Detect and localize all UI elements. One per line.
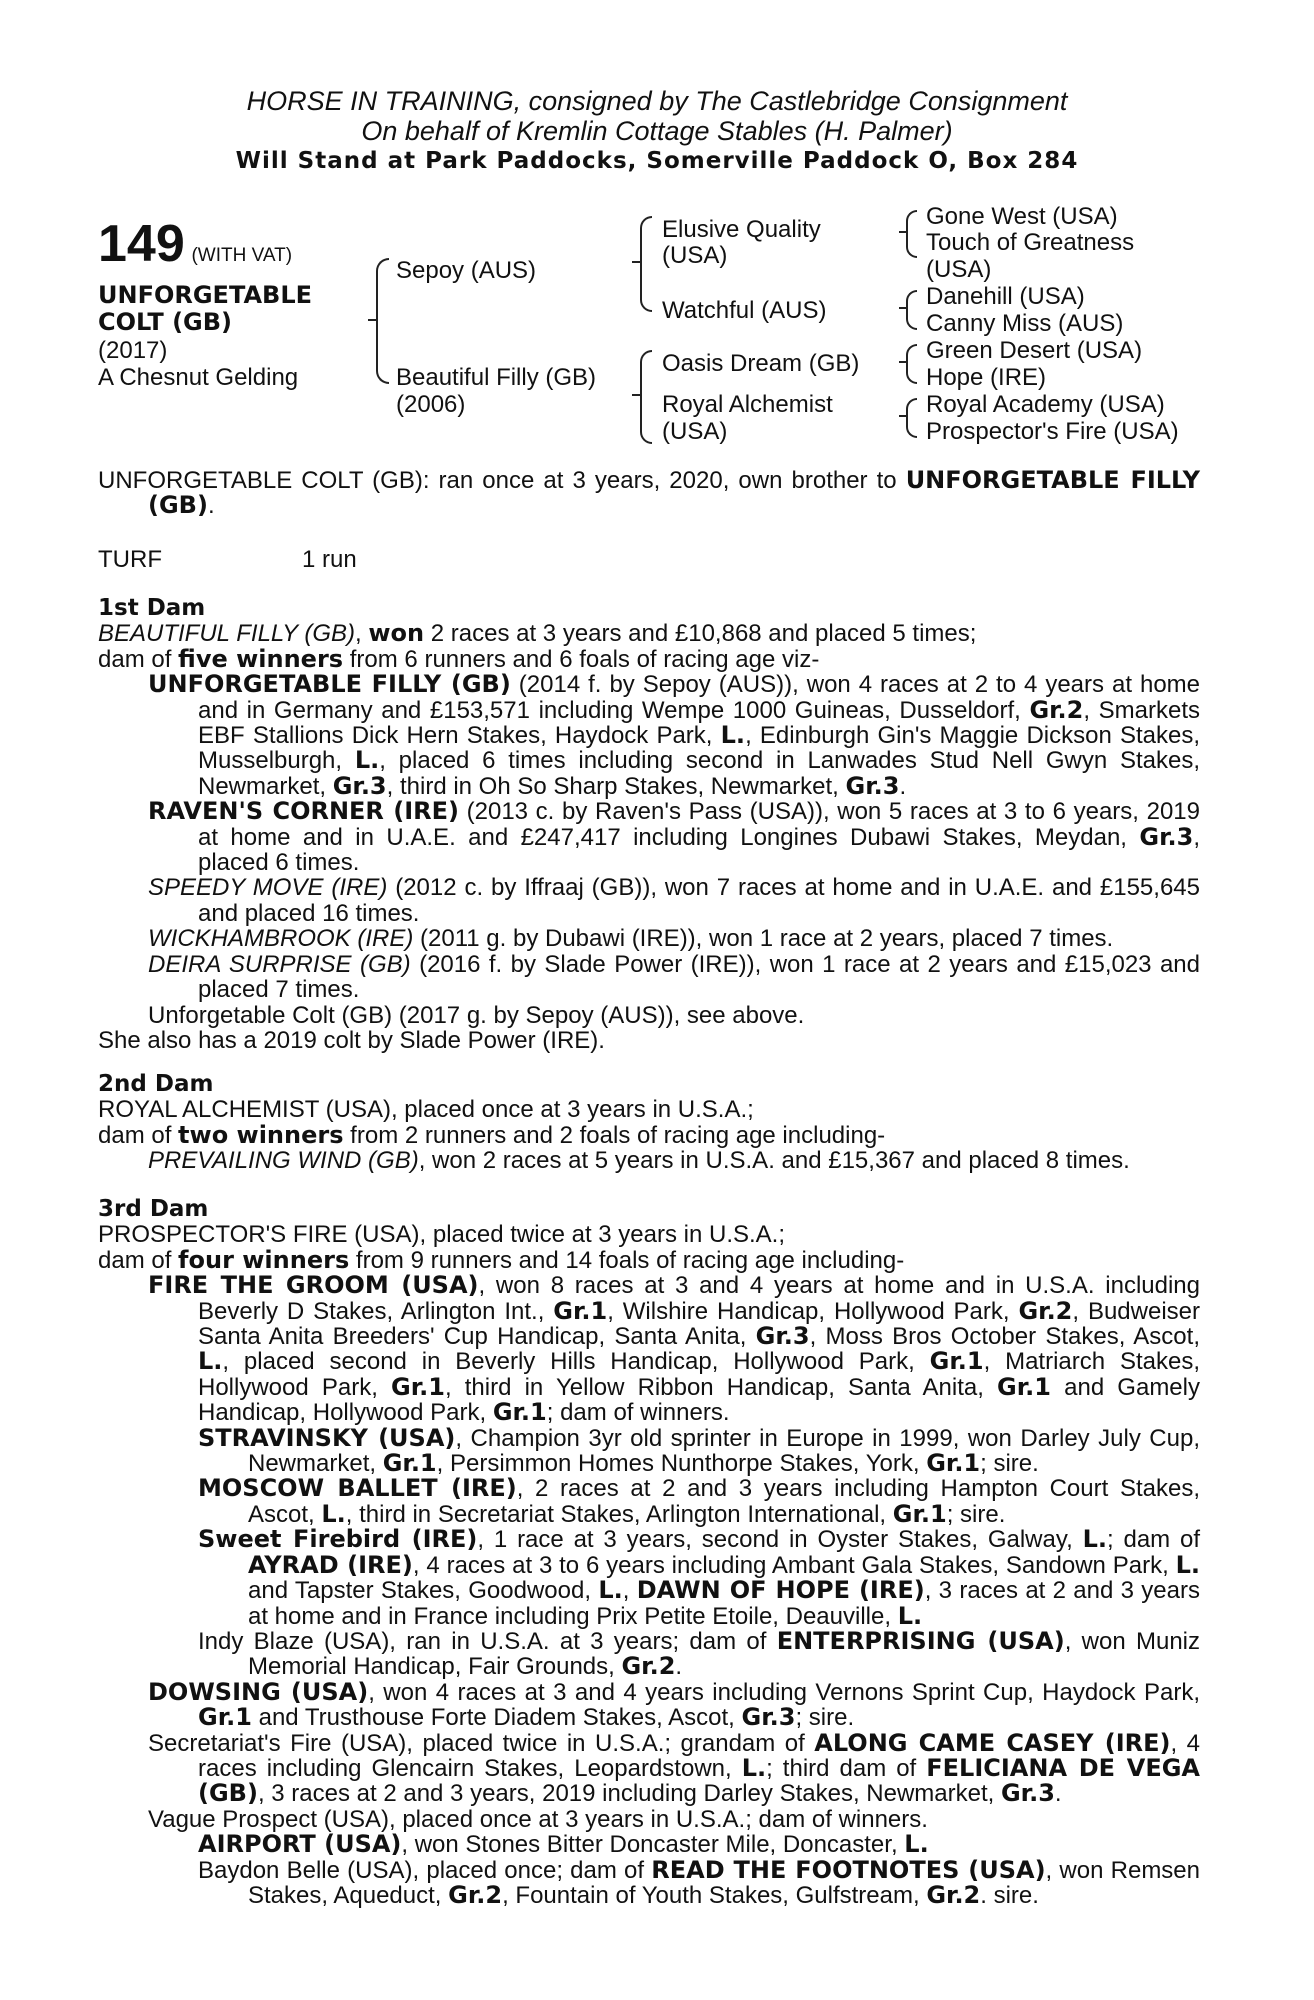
grade: Gr.1 (929, 1347, 984, 1376)
grade: L. (741, 1753, 767, 1782)
first-dam-name: BEAUTIFUL FILLY (GB) (98, 620, 355, 648)
pedigree-brace-main (376, 258, 389, 384)
grade: Gr.3 (845, 771, 900, 800)
text: ; dam of winners. (546, 1399, 730, 1427)
grade: L. (897, 1601, 923, 1630)
text: , Moss Bros October Stakes, Ascot, (809, 1323, 1200, 1351)
grade: L. (1175, 1550, 1201, 1579)
vat-note: (WITH VAT) (191, 245, 293, 266)
produce-name: DAWN OF HOPE (IRE) (636, 1576, 925, 1605)
pedigree-sdd: Canny Miss (AUS) (926, 310, 1124, 337)
intro-paragraph (98, 468, 1200, 519)
text: ; third dam of (766, 1754, 927, 1782)
pedigree-dsd: Hope (IRE) (926, 364, 1047, 391)
pedigree-brace-ss-tip (899, 231, 907, 233)
pedigree-ss-line1: Elusive Quality (662, 216, 821, 243)
first-dam-section (98, 596, 1200, 1053)
produce-entry (98, 1832, 1200, 1857)
produce-name: WICKHAMBROOK (IRE) (148, 925, 414, 953)
race-surface: TURF (98, 546, 162, 573)
text: . (675, 1653, 683, 1681)
text: , 4 races including Glencairn Stakes, Leopardstown, (198, 1729, 1200, 1782)
text: from 2 runners and 2 foals of racing age including- (343, 1121, 886, 1149)
produce-name: ALONG CAME CASEY (IRE) (814, 1728, 1171, 1757)
text: Indy Blaze (USA), ran in U.S.A. at 3 years; dam of (198, 1627, 777, 1655)
pedigree-brace-main-tip (368, 319, 376, 321)
text: , (622, 1577, 637, 1605)
consignor-line: HORSE IN TRAINING, consigned by The Castlebridge Consignment (246, 86, 1068, 116)
horse-name-line1: UNFORGETABLE (98, 281, 313, 309)
text: , placed 6 times. (198, 823, 1200, 877)
text: and Tapster Stakes, Goodwood, (248, 1577, 599, 1605)
pedigree-dam-line2: (2006) (396, 391, 466, 418)
produce-entry (98, 875, 1200, 926)
intro-sibling-name: UNFORGETABLE FILLY (GB) (148, 466, 1200, 520)
text: won (368, 619, 425, 648)
pedigree-brace-sd-tip (899, 307, 907, 309)
grade: L. (720, 721, 746, 750)
text: , third in Secretariat Stakes, Arlington International, (345, 1500, 893, 1528)
grade: Gr.1 (382, 1449, 437, 1478)
grade: Gr.2 (926, 1880, 981, 1909)
text: and Trusthouse Forte Diadem Stakes, Ascot, (251, 1704, 742, 1732)
grade: Gr.2 (1029, 695, 1084, 724)
produce-name: AIRPORT (USA) (198, 1830, 402, 1859)
text: , Matriarch Stakes, Hollywood Park, (198, 1348, 1200, 1401)
text: (2012 c. by Iffraaj (GB)), won 7 races at home and in U.A.E. and £155,645 and placed 16 times. (198, 874, 1200, 927)
pedigree-ss-line2: (USA) (662, 242, 728, 269)
grade: Gr.1 (198, 1703, 252, 1732)
text: dam of (98, 1246, 179, 1274)
text: , 3 races at 2 and 3 years, 2019 including Darley Stakes, Newmarket, (257, 1780, 1001, 1808)
produce-entry (98, 672, 1200, 799)
text: , 4 races at 3 to 6 years including Ambant Gala Stakes, Sandown Park, (412, 1551, 1176, 1579)
produce-name: DEIRA SURPRISE (GB) (148, 950, 411, 978)
grade: L. (198, 1347, 223, 1376)
intro-end: . (207, 492, 215, 520)
produce-name: RAVEN'S CORNER (IRE) (148, 797, 459, 826)
text: (2013 c. by Raven's Pass (USA)), won 5 races at 3 to 6 years, 2019 at home and in U.A.E. and £247,417 including Longines Dubawi Stakes, Meydan, (198, 798, 1200, 851)
text: (2011 g. by Dubawi (IRE)), won 1 race at 2 years, placed 7 times. (413, 925, 1114, 953)
third-dam-section (98, 1197, 1200, 1908)
second-dam-section (98, 1072, 1200, 1174)
text: ; dam of (1106, 1526, 1200, 1554)
pedigree-sss: Gone West (USA) (926, 203, 1118, 230)
text: , Edinburgh Gin's Maggie Dickson Stakes, Musselburgh, (198, 722, 1200, 775)
pedigree-brace-dam (640, 350, 652, 444)
text: ; sire. (946, 1500, 1006, 1528)
text: , Wilshire Handicap, Hollywood Park, (607, 1297, 1019, 1325)
text: , won Stones Bitter Doncaster Mile, Doncaster, (401, 1831, 905, 1859)
produce-entry (98, 1855, 1200, 1909)
lot-number: 149 (98, 215, 185, 273)
further-produce-note: She also has a 2019 colt by Slade Power (IRE). (98, 1026, 605, 1054)
text: , 3 races at 2 and 3 years at home and in France including Prix Petite Etoile, Deauville, (248, 1577, 1200, 1630)
text: . (1054, 1780, 1062, 1808)
grade: Gr.3 (1139, 822, 1194, 851)
text: Baydon Belle (USA), placed once; dam of (198, 1856, 652, 1884)
produce-entry: Vague Prospect (USA), placed once at 3 years in U.S.A.; dam of winners. (148, 1805, 928, 1833)
text: , Champion 3yr old sprinter in Europe in 1999, won Darley July Cup, Newmarket, (248, 1424, 1200, 1478)
produce-entry (98, 1677, 1200, 1732)
third-dam-heading: 3rd Dam (98, 1196, 209, 1222)
text: dam of (98, 645, 179, 673)
text: , won Muniz Memorial Handicap, Fair Grounds, (248, 1627, 1200, 1681)
produce-name: STRAVINSKY (USA) (198, 1423, 456, 1452)
grade: Gr.2 (448, 1880, 503, 1909)
horse-name-line2: COLT (GB) (98, 308, 232, 336)
grade: Gr.1 (926, 1449, 981, 1478)
text: , Fountain of Youth Stakes, Gulfstream, (502, 1881, 927, 1909)
grade: L. (598, 1576, 623, 1605)
pedigree-dd-line2: (USA) (662, 418, 728, 445)
text: . sire. (980, 1881, 1039, 1909)
second-dam-summary: ROYAL ALCHEMIST (USA), placed once at 3 years in U.S.A.; (98, 1096, 754, 1124)
text: ; sire. (795, 1704, 855, 1732)
winners-count: two winners (178, 1120, 344, 1149)
produce-name: PREVAILING WIND (GB) (148, 1147, 419, 1175)
text: , 1 race at 3 years, second in Oyster Stakes, Galway, (477, 1526, 1083, 1554)
produce-name: FIRE THE GROOM (USA) (148, 1271, 479, 1300)
grade: Gr.3 (755, 1322, 810, 1351)
pedigree-sd: Watchful (AUS) (662, 297, 827, 324)
text: , third in Yellow Ribbon Handicap, Santa Anita, (444, 1373, 998, 1401)
pedigree-dds: Royal Academy (USA) (926, 391, 1165, 418)
text: , placed 6 times including second in Lanwades Stud Nell Gwyn Stakes, Newmarket, (198, 747, 1200, 800)
intro-text: UNFORGETABLE COLT (GB): ran once at 3 years, 2020, own brother to (98, 467, 906, 494)
pedigree-dd-line1: Royal Alchemist (662, 391, 833, 418)
pedigree-brace-ds-tip (899, 361, 907, 363)
pedigree-brace-ds (906, 344, 917, 384)
on-behalf-line: On behalf of Kremlin Cottage Stables (H. Palmer) (361, 116, 953, 146)
produce-entry (98, 799, 1200, 875)
grade: Gr.1 (997, 1372, 1051, 1401)
pedigree-brace-sire (640, 216, 652, 312)
text: , won 2 races at 5 years in U.S.A. and £15,367 and placed 8 times. (418, 1147, 1130, 1175)
grade: Gr.2 (621, 1652, 676, 1681)
text: , Smarkets EBF Stallions Dick Hern Stakes, Haydock Park, (198, 696, 1201, 750)
grade: L. (904, 1830, 929, 1859)
race-runs: 1 run (302, 546, 357, 573)
text: and Gamely Handicap, Hollywood Park, (198, 1373, 1200, 1427)
pedigree-brace-dam-tip (632, 394, 640, 396)
produce-entry (98, 952, 1200, 1003)
text: from 6 runners and 6 foals of racing age viz- (343, 645, 820, 673)
pedigree-brace-sd (906, 290, 917, 330)
text: , placed second in Beverly Hills Handicap, Hollywood Park, (222, 1348, 930, 1376)
pedigree-sds: Danehill (USA) (926, 283, 1085, 310)
pedigree-ssd-line2: (USA) (926, 256, 992, 283)
winners-count: four winners (178, 1245, 350, 1274)
pedigree-sire: Sepoy (AUS) (396, 257, 537, 284)
pedigree-brace-dd-tip (899, 415, 907, 417)
text: . (899, 772, 907, 800)
produce-name: ENTERPRISING (USA) (776, 1626, 1065, 1655)
text: Secretariat's Fire (USA), placed twice in U.S.A.; grandam of (148, 1729, 815, 1757)
produce-name: Sweet Firebird (IRE) (198, 1525, 478, 1554)
text: ; sire. (980, 1450, 1039, 1478)
text: 2 races at 3 years and £10,868 and placed 5 times; (424, 620, 977, 648)
text: , won Remsen Stakes, Aqueduct, (248, 1856, 1200, 1909)
produce-entry: Unforgetable Colt (GB) (2017 g. by Sepoy (AUS)), see above. (148, 1001, 805, 1029)
text: , third in Oh So Sharp Stakes, Newmarket, (386, 772, 846, 800)
text: , 2 races at 2 and 3 years including Hampton Court Stakes, Ascot, (248, 1475, 1200, 1528)
produce-entry (98, 1476, 1200, 1527)
location-line: Will Stand at Park Paddocks, Somerville Paddock O, Box 284 (235, 148, 1079, 174)
text: (2014 f. by Sepoy (AUS)), won 4 races at 2 to 4 years at home and in Germany and £153,571 including Wempe 1000 Guineas, Dusseldorf, (198, 671, 1201, 724)
grade: L. (354, 746, 380, 775)
lot-number-row (98, 215, 293, 273)
grade: Gr.1 (391, 1372, 445, 1401)
text: , won 4 races at 3 and 4 years including Vernons Sprint Cup, Haydock Park, (368, 1678, 1200, 1706)
produce-name: SPEEDY MOVE (IRE) (148, 874, 388, 902)
text: from 9 runners and 14 foals of racing age including- (349, 1246, 905, 1274)
grade: Gr.3 (741, 1703, 796, 1732)
text: , won 8 races at 3 and 4 years at home and in U.S.A. including Beverly D Stakes, Arlington Int., (198, 1272, 1200, 1325)
pedigree-dam-line1: Beautiful Filly (GB) (396, 364, 597, 391)
pedigree-dss: Green Desert (USA) (926, 337, 1143, 364)
pedigree-ds: Oasis Dream (GB) (662, 350, 860, 377)
pedigree-brace-dd (906, 398, 917, 438)
text: dam of (98, 1121, 179, 1149)
produce-entry (98, 1626, 1200, 1681)
grade: Gr.1 (892, 1499, 947, 1528)
grade: Gr.1 (553, 1296, 608, 1325)
grade: Gr.3 (332, 771, 387, 800)
pedigree-ddd: Prospector's Fire (USA) (926, 418, 1179, 445)
text: , Budweiser Santa Anita Breeders' Cup Handicap, Santa Anita, (198, 1297, 1201, 1351)
pedigree-brace-sire-tip (632, 261, 640, 263)
produce-entry (98, 1728, 1201, 1808)
produce-entry (98, 926, 1200, 951)
produce-entry (98, 1527, 1200, 1629)
text: , (354, 620, 369, 648)
third-dam-summary: PROSPECTOR'S FIRE (USA), placed twice at 3 years in U.S.A.; (98, 1221, 786, 1249)
winners-count: five winners (178, 644, 344, 673)
produce-name: MOSCOW BALLET (IRE) (198, 1474, 517, 1503)
horse-description: A Chesnut Gelding (98, 364, 299, 391)
produce-name: READ THE FOOTNOTES (USA) (651, 1855, 1046, 1884)
grade: L. (1082, 1525, 1107, 1554)
grade: Gr.1 (492, 1398, 547, 1427)
pedigree-ssd-line1: Touch of Greatness (926, 229, 1135, 256)
produce-name: FELICIANA DE VEGA (GB) (198, 1753, 1201, 1808)
grade: Gr.3 (1000, 1779, 1055, 1808)
produce-name: UNFORGETABLE FILLY (GB) (148, 670, 511, 699)
produce-entry (98, 1148, 1200, 1173)
foaling-year: (2017) (98, 337, 168, 364)
text: , Persimmon Homes Nunthorpe Stakes, York, (436, 1450, 927, 1478)
grade: Gr.2 (1018, 1296, 1073, 1325)
produce-name: AYRAD (IRE) (248, 1550, 413, 1579)
second-dam-heading: 2nd Dam (98, 1071, 214, 1097)
grade: L. (321, 1499, 346, 1528)
first-dam-heading: 1st Dam (98, 595, 206, 621)
produce-name: DOWSING (USA) (148, 1677, 369, 1706)
pedigree-brace-ss (906, 210, 917, 258)
produce-entry (98, 1273, 1200, 1425)
produce-entry (98, 1423, 1200, 1478)
text: (2016 f. by Slade Power (IRE)), won 1 race at 2 years and £15,023 and placed 7 times. (198, 950, 1200, 1004)
